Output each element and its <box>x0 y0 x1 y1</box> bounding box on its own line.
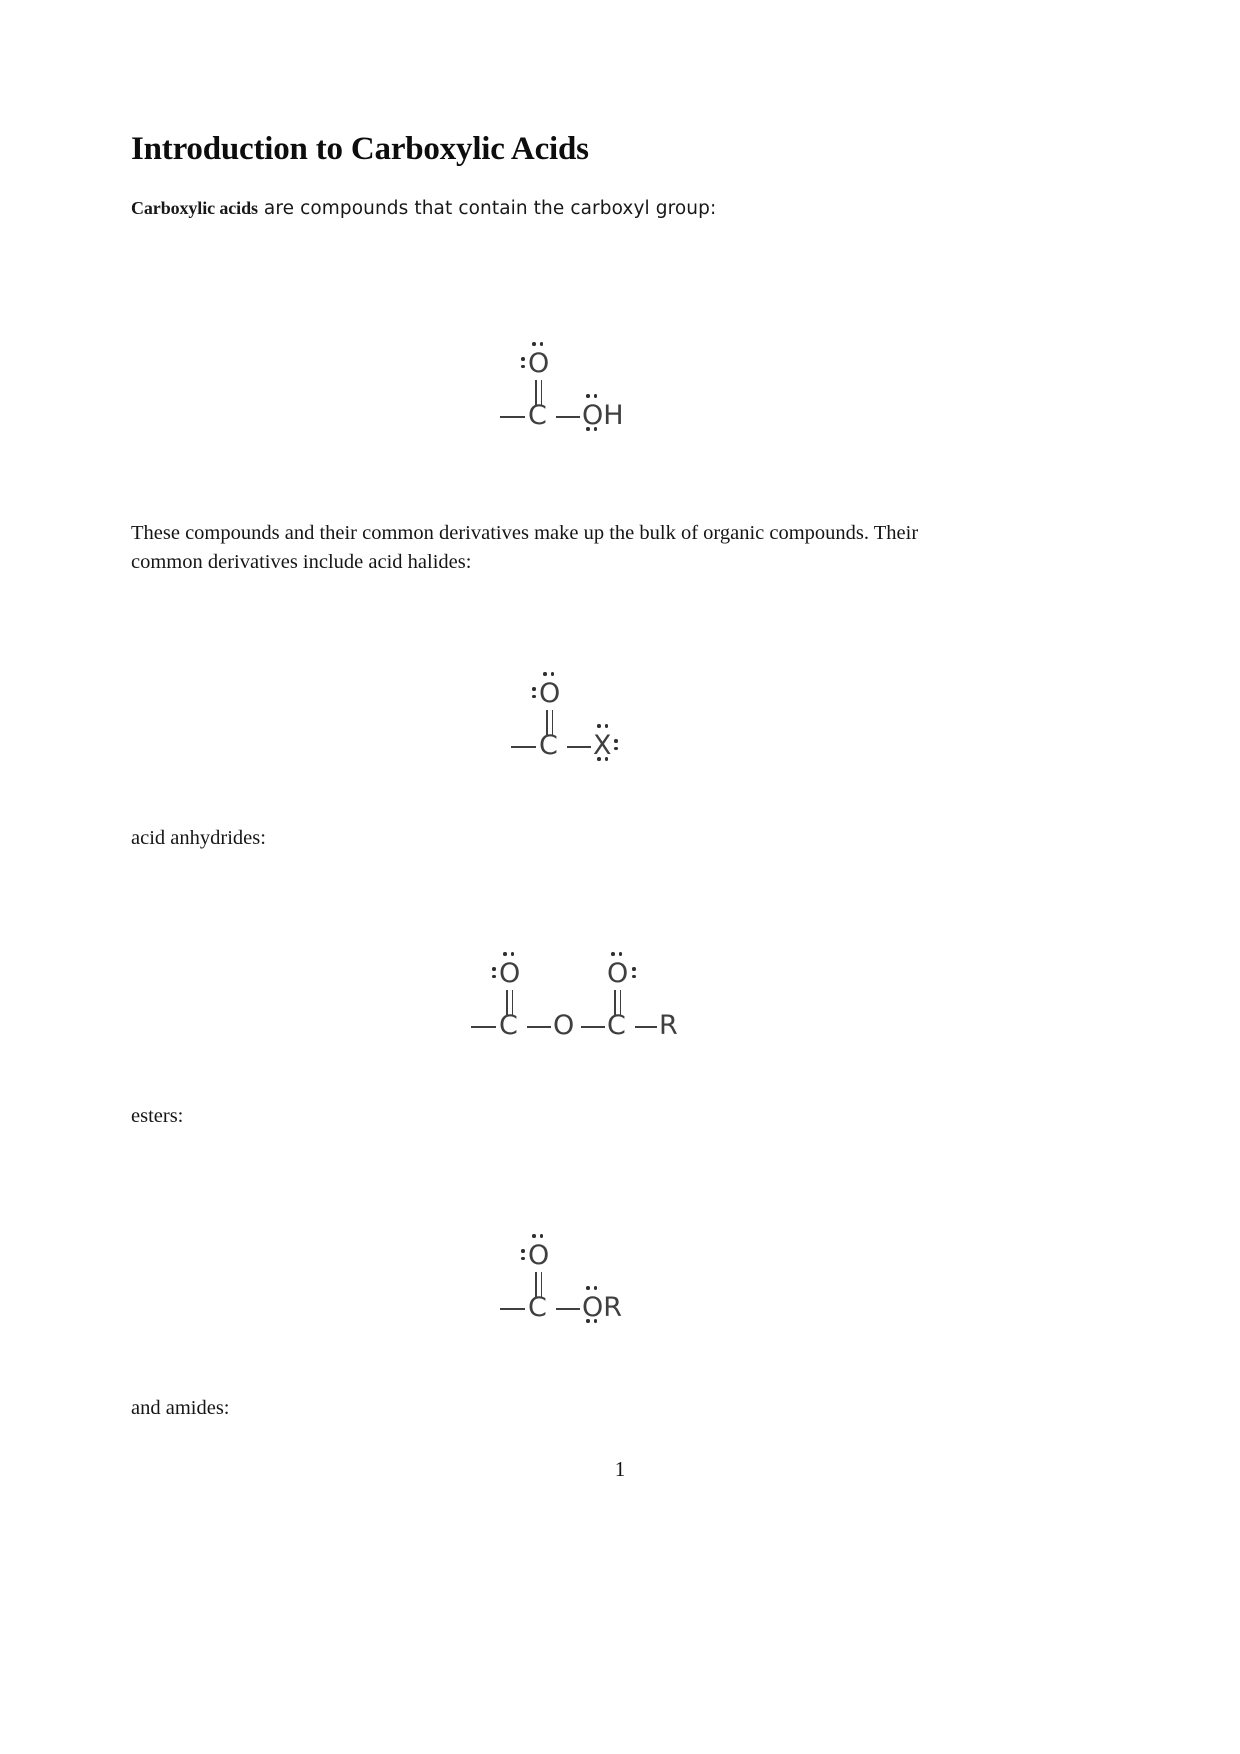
bond-carbon-right-to-r <box>635 1026 657 1028</box>
paragraph-derivatives: These compounds and their common derivatives make up the bulk of organic compounds. Their common derivatives include acid halides: <box>131 522 919 573</box>
bond-left-stub <box>471 1026 496 1028</box>
atom-central-carbon: C <box>539 730 558 761</box>
bond-bridge-to-carbon-right <box>581 1026 605 1028</box>
atom-central-carbon: C <box>528 1292 547 1323</box>
atom-halogen: X <box>593 730 612 761</box>
caption-acid-anhydrides: acid anhydrides: <box>131 827 266 849</box>
atom-alkoxy-group: OR <box>582 1292 623 1323</box>
atom-hydroxyl-group: OH <box>582 400 624 431</box>
atom-r-group: R <box>659 1010 678 1041</box>
caption-esters: esters: <box>131 1105 184 1127</box>
lead-rest-text: are compounds that contain the carboxyl group: <box>257 198 717 219</box>
bond-left-stub <box>511 746 536 748</box>
atom-carbonyl-oxygen-left: O <box>499 958 521 989</box>
bond-c-x <box>567 746 591 748</box>
lead-bold-term: Carboxylic acids <box>131 198 258 218</box>
atom-carbonyl-oxygen: O <box>528 1240 550 1271</box>
bond-c-o <box>556 1308 580 1310</box>
atom-carbonyl-oxygen-right: O <box>607 958 629 989</box>
atom-carbon-left: C <box>499 1010 518 1041</box>
caption-amides: and amides: <box>131 1397 230 1419</box>
page-number: 1 <box>614 1457 626 1481</box>
atom-carbon-right: C <box>607 1010 626 1041</box>
bond-c-o <box>556 416 580 418</box>
page-title: Introduction to Carboxylic Acids <box>131 131 589 167</box>
bond-left-stub <box>500 1308 525 1310</box>
bond-carbon-left-to-bridge <box>527 1026 551 1028</box>
atom-bridging-oxygen: O <box>553 1010 575 1041</box>
atom-carbonyl-oxygen: O <box>528 348 550 379</box>
atom-carbonyl-oxygen: O <box>539 678 561 709</box>
structure-acid-halide <box>380 660 860 761</box>
structure-acid-anhydride <box>350 940 890 1041</box>
bond-left-stub <box>500 416 525 418</box>
structure-ester <box>380 1222 860 1323</box>
lead-sentence <box>131 198 716 220</box>
atom-central-carbon: C <box>528 400 547 431</box>
structure-carboxyl-group <box>380 330 860 431</box>
